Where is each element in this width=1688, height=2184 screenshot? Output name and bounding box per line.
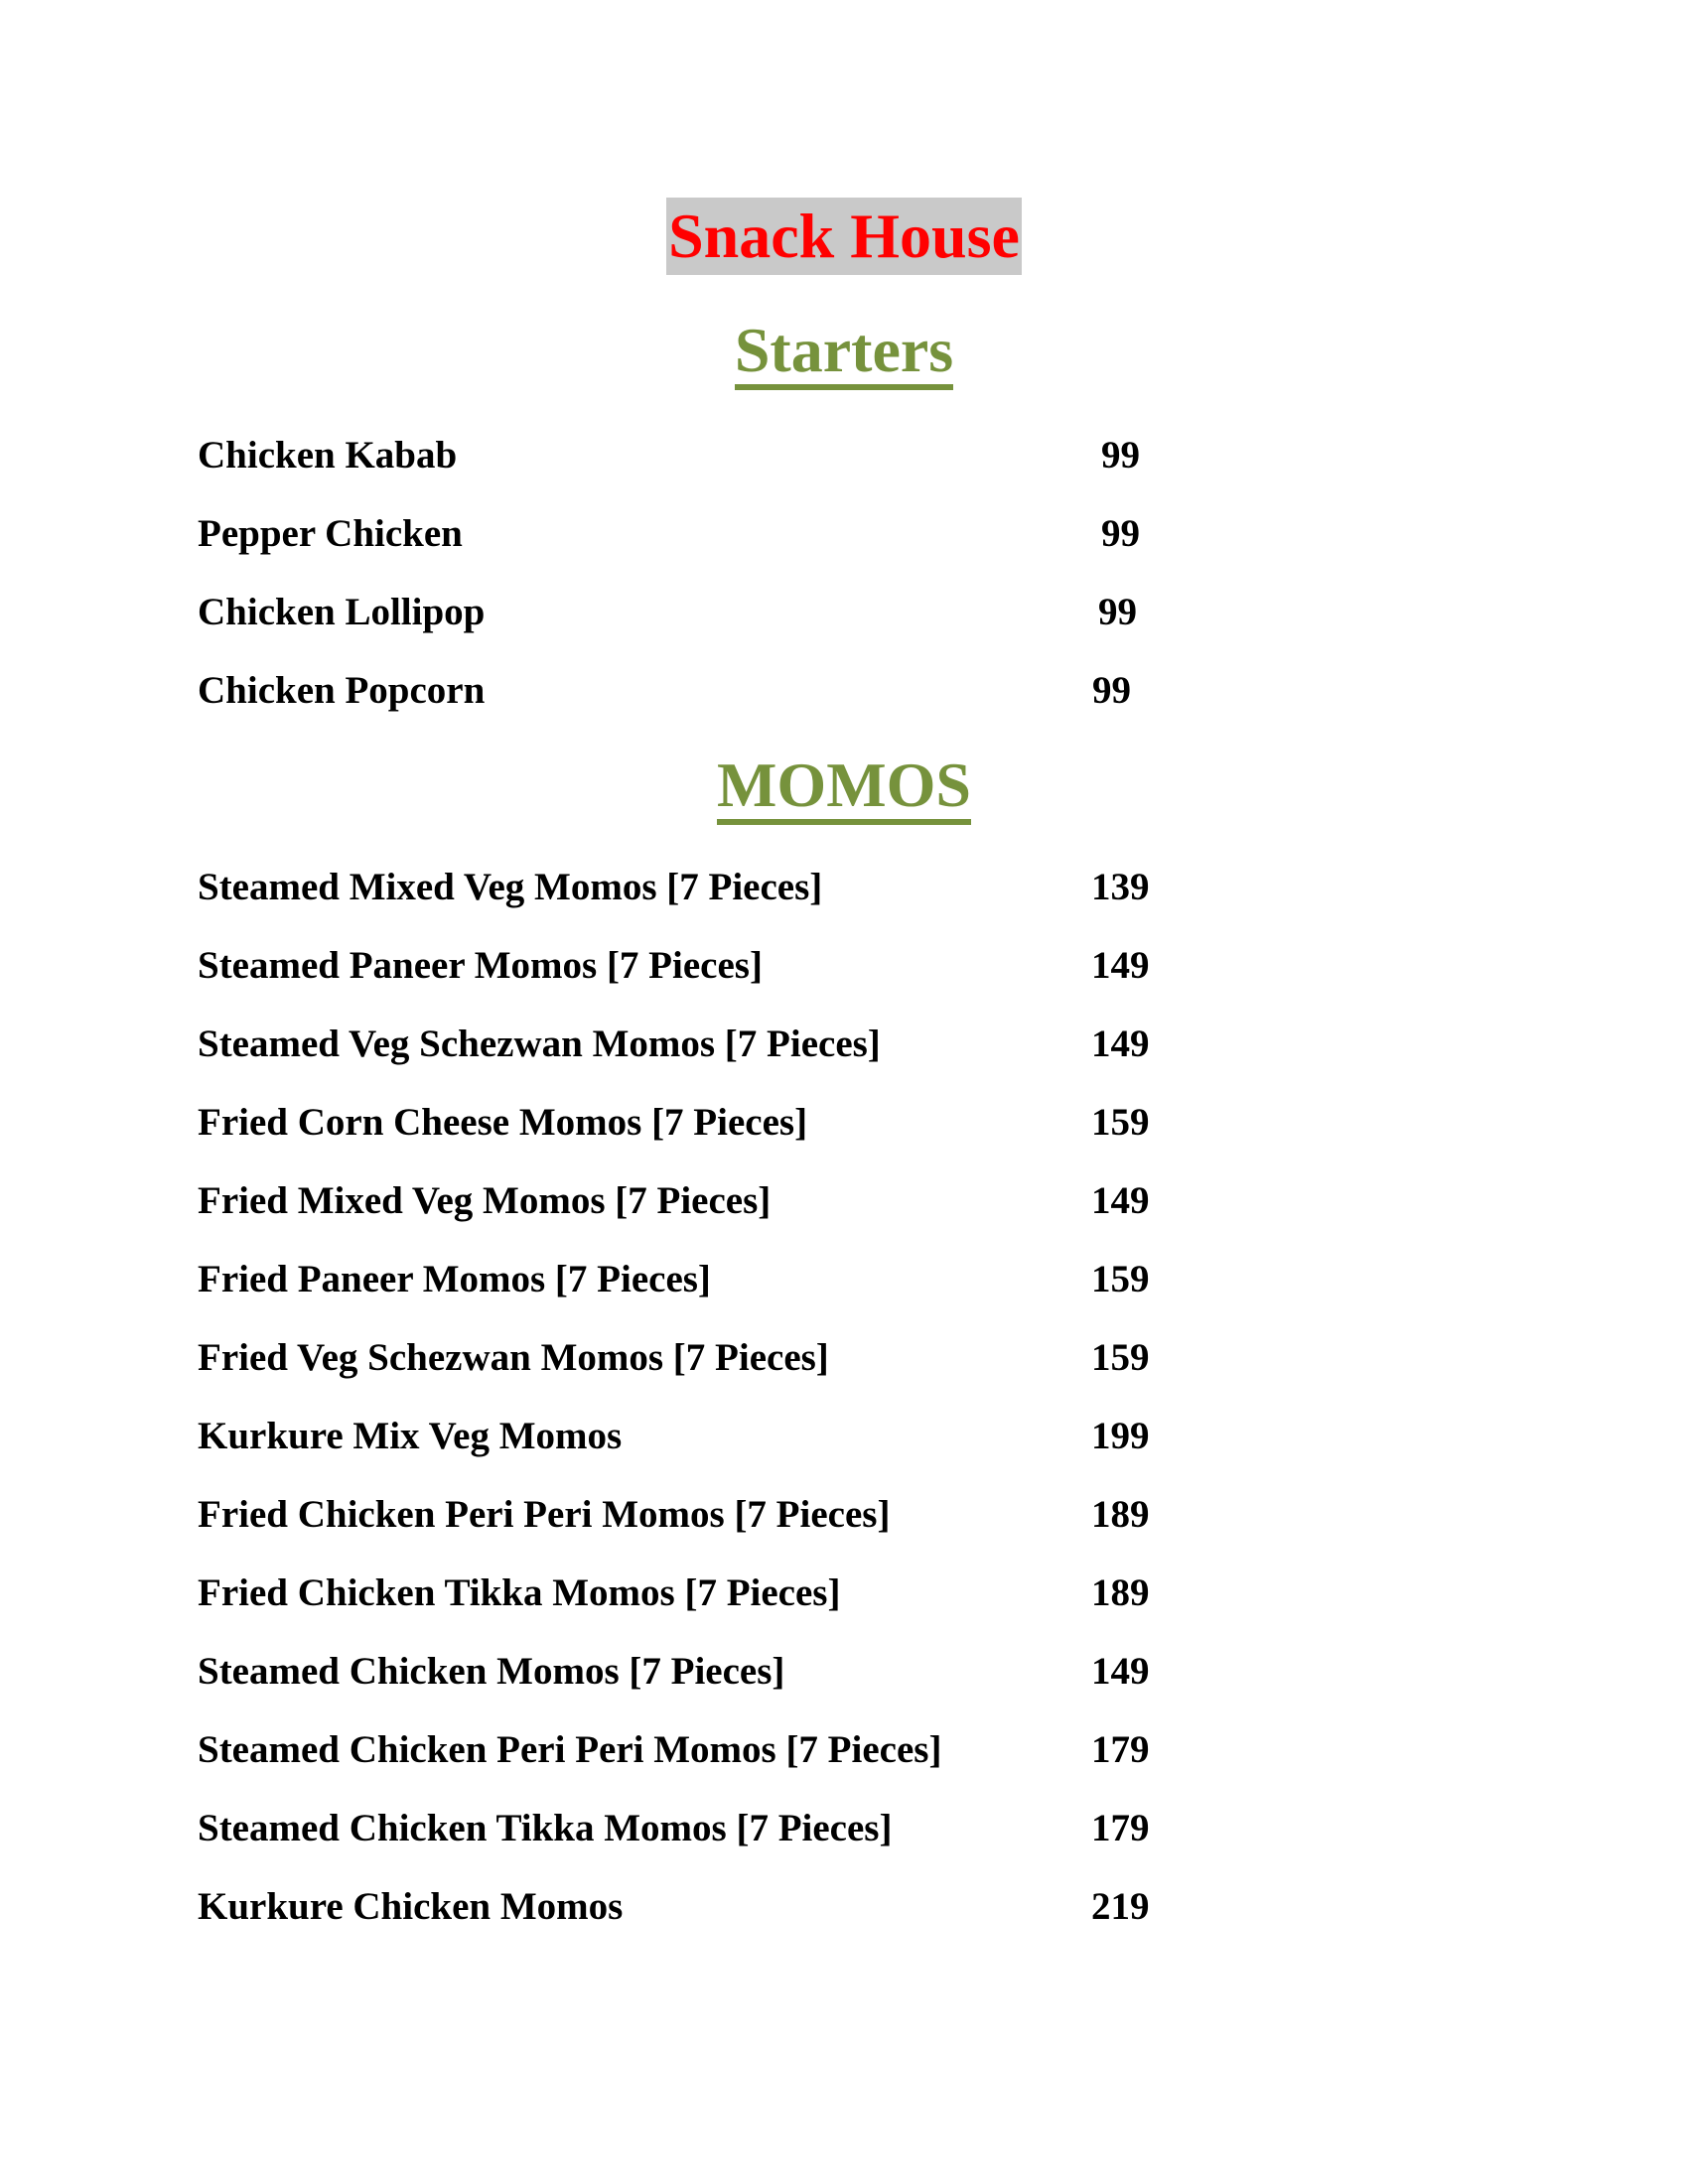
menu-item bbox=[198, 1413, 1151, 1491]
section-heading-momos-label: MOMOS bbox=[717, 755, 971, 825]
momos-list bbox=[198, 864, 1151, 1962]
menu-item bbox=[198, 1570, 1151, 1648]
section-heading-starters bbox=[0, 316, 1688, 390]
item-price: 149 bbox=[1091, 1023, 1150, 1065]
item-name: Fried Veg Schezwan Momos [7 Pieces] bbox=[198, 1336, 829, 1379]
item-name: Kurkure Chicken Momos bbox=[198, 1885, 624, 1928]
item-price: 219 bbox=[1091, 1885, 1150, 1928]
menu-item bbox=[198, 1177, 1151, 1256]
item-name: Steamed Paneer Momos [7 Pieces] bbox=[198, 944, 763, 987]
menu-item bbox=[198, 510, 1151, 589]
item-name: Steamed Chicken Momos [7 Pieces] bbox=[198, 1650, 785, 1693]
item-name: Fried Chicken Peri Peri Momos [7 Pieces] bbox=[198, 1493, 891, 1536]
item-name: Fried Paneer Momos [7 Pieces] bbox=[198, 1258, 711, 1300]
menu-item bbox=[198, 942, 1151, 1021]
menu-item bbox=[198, 589, 1151, 667]
item-price: 99 bbox=[1101, 434, 1140, 477]
item-name: Fried Mixed Veg Momos [7 Pieces] bbox=[198, 1179, 772, 1222]
item-price: 99 bbox=[1098, 591, 1137, 633]
item-name: Fried Chicken Tikka Momos [7 Pieces] bbox=[198, 1571, 841, 1614]
menu-item bbox=[198, 1099, 1151, 1177]
item-price: 189 bbox=[1091, 1493, 1150, 1536]
menu-item bbox=[198, 1334, 1151, 1413]
item-name: Kurkure Mix Veg Momos bbox=[198, 1415, 623, 1457]
menu-item bbox=[198, 1021, 1151, 1099]
item-price: 199 bbox=[1091, 1415, 1150, 1457]
item-price: 179 bbox=[1091, 1807, 1150, 1849]
title-container bbox=[0, 198, 1688, 275]
menu-item bbox=[198, 1726, 1151, 1805]
item-price: 149 bbox=[1091, 1650, 1150, 1693]
item-price: 99 bbox=[1101, 512, 1140, 555]
item-name: Steamed Chicken Peri Peri Momos [7 Pieces] bbox=[198, 1728, 942, 1771]
item-name: Pepper Chicken bbox=[198, 512, 463, 555]
item-name: Steamed Mixed Veg Momos [7 Pieces] bbox=[198, 866, 823, 908]
item-price: 189 bbox=[1091, 1571, 1150, 1614]
starters-list bbox=[198, 432, 1151, 746]
item-price: 179 bbox=[1091, 1728, 1150, 1771]
menu-item bbox=[198, 1883, 1151, 1962]
item-name: Steamed Veg Schezwan Momos [7 Pieces] bbox=[198, 1023, 881, 1065]
item-name: Steamed Chicken Tikka Momos [7 Pieces] bbox=[198, 1807, 893, 1849]
menu-item bbox=[198, 432, 1151, 510]
restaurant-title: Snack House bbox=[666, 198, 1022, 275]
section-heading-momos bbox=[0, 751, 1688, 825]
item-name: Fried Corn Cheese Momos [7 Pieces] bbox=[198, 1101, 808, 1144]
menu-item bbox=[198, 864, 1151, 942]
item-name: Chicken Kabab bbox=[198, 434, 458, 477]
menu-item bbox=[198, 1648, 1151, 1726]
menu-item bbox=[198, 1491, 1151, 1570]
item-name: Chicken Lollipop bbox=[198, 591, 486, 633]
item-price: 159 bbox=[1091, 1258, 1150, 1300]
item-price: 159 bbox=[1091, 1336, 1150, 1379]
item-price: 139 bbox=[1091, 866, 1150, 908]
item-name: Chicken Popcorn bbox=[198, 669, 486, 712]
section-heading-starters-label: Starters bbox=[735, 321, 953, 390]
menu-item bbox=[198, 1805, 1151, 1883]
item-price: 149 bbox=[1091, 1179, 1150, 1222]
menu-item bbox=[198, 667, 1151, 746]
item-price: 149 bbox=[1091, 944, 1150, 987]
item-price: 159 bbox=[1091, 1101, 1150, 1144]
menu-item bbox=[198, 1256, 1151, 1334]
item-price: 99 bbox=[1092, 669, 1131, 712]
